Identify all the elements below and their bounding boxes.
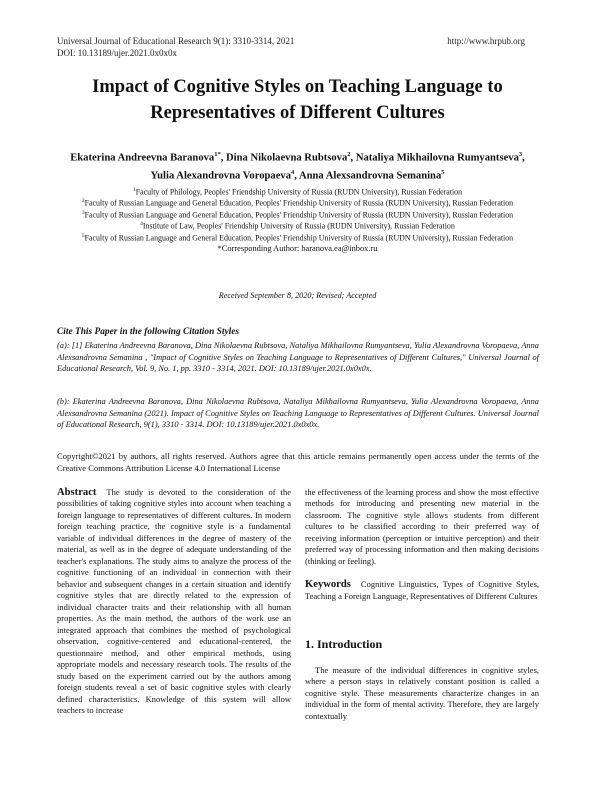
citation-heading: Cite This Paper in the following Citation Styles [57, 327, 240, 337]
author-list: Ekaterina Andreevna Baranova$^{1*}$, Dina Nikolaevna Rubtsova$^2$, Nataliya Mikhailovna Rumyantseva$^3$, Yulia Alexandrovna Voropaeva$^4$, Anna Alexsandrovna Semanina$^5$ [70, 151, 525, 182]
left-column [57, 487, 291, 717]
author-name: Dina Nikolaevna Rubtsova [226, 152, 348, 164]
abstract-label: Abstract [57, 487, 97, 498]
author-superscript: 5 [441, 168, 445, 176]
abstract-paragraph [57, 487, 291, 717]
author-name: Nataliya Mikhailovna Rumyantseva [355, 152, 519, 164]
author-name: Yulia Alexandrovna Voropaeva [150, 170, 291, 182]
affiliation-superscript: 3 [81, 209, 85, 216]
affiliation-superscript: 2 [81, 198, 85, 205]
author-name: Ekaterina Andreevna Baranova [70, 152, 215, 164]
author-superscript: 2 [347, 151, 351, 158]
author-superscript: 3 [518, 151, 523, 158]
affiliation: $^2$Faculty of Russian Language and General Education, Peoples' Friendship University of Russia (RUDN University), Russian Federation [81, 198, 514, 209]
affiliation-superscript: 1 [132, 187, 136, 193]
author-superscript: 4 [291, 168, 295, 176]
affiliation: $^5$Faculty of Russian Language and General Education, Peoples' Friendship University of Russia (RUDN University), Russian Federation [81, 232, 514, 243]
introduction-text: The measure of the individual differences in cognitive styles, where a person stays in relatively constant position is called a cognitive style. These measurements characterize changes in an individual in the form of mental activity. Therefore, they are largely contextually [305, 664, 539, 721]
author-superscript: 1* [214, 151, 221, 158]
received-dates: Received September 8, 2020; Revised; Accepted [218, 291, 377, 300]
journal-doi: DOI: 10.13189/ujer.2021.0x0x0x [57, 47, 177, 58]
citation-style-a: (a): [1] Ekaterina Andreevna Baranova, Dina Nikolaevna Rubtsova, Nataliya Mikhailovna Rumyantseva, Yulia Alexandrovna Voropaeva, Anna Alexsandrovna Semanina , "Impact of Cognitive Styles on Teaching Language to Representatives of Different Cultures," Universal Journal of Educational Research, Vol. 9, No. 1, pp. 3310 - 3314, 2021. DOI: 10.13189/ujer.2021.0x0x0x. [57, 341, 539, 374]
affiliation-list [66, 186, 529, 254]
corresponding-author: *Corresponding Author: baranova.ea@inbox.ru [217, 244, 378, 254]
affiliation: $^1$Faculty of Philology, Peoples' Friendship University of Russia (RUDN University), Russian Federation [132, 187, 463, 197]
introduction-heading: 1. Introduction [305, 637, 383, 652]
affiliation: $^4$Institute of Law, Peoples' Friendship University of Russia (RUDN University), Russian Federation [140, 221, 455, 231]
journal-url[interactable]: http://www.hrpub.org [447, 36, 525, 46]
abstract-continued: the effectiveness of the learning process and show the most effective methods for introducing and presenting new material in the classroom. The cognitive style allows students from different cultures to be classified according to their preferred way of receiving information (perception or intuitive perception) and their preferred way of processing information and then making decisions (thinking or feeling). [305, 487, 539, 566]
affiliation: $^3$Faculty of Russian Language and General Education, Peoples' Friendship University of Russia (RUDN University), Russian Federation [81, 209, 514, 220]
right-column [305, 487, 539, 722]
keywords-text: Cognitive Linguistics, Types of Cognitive Styles, Teaching a Foreign Language, Representatives of Different Cultures [305, 579, 539, 601]
affiliation-superscript: 4 [140, 221, 143, 228]
citation-style-b: (b): Ekaterina Andreevna Baranova, Dina Nikolaevna Rubtsova, Nataliya Mikhailovna Rumyantseva, Yulia Alexandrovna Voropaeva, Anna Alexsandrovna Semanina (2021). Impact of Cognitive Styles on Teaching Language to Representatives of Different Cultures. Universal Journal of Educational Research, 9(1), 3310 - 3314. DOI: 10.13189/ujer.2021.0x0x0x. [57, 397, 539, 430]
author-name: Anna Alexsandrovna Semanina [298, 170, 442, 182]
keywords-label: Keywords [305, 579, 351, 591]
abstract-text: The study is devoted to the consideration of the possibilities of taking cognitive styles into account when teaching a foreign language to representatives of different cultures. In modern foreign teaching practice, the cognitive style is a fundamental variable of individual differences in the degree of mastery of the material, as well as in the degree of adequate understanding of the teacher's explanations. The study aims to analyze the process of the cognitive functioning of an individual in connection with their behavior and subsequent changes in a certain situation and identify cognitive styles that are directly related to the expression of individual character traits and their relationship with all human properties. As the main method, the authors of the work use an integrated approach that combines the method of psychological observation, cognitive-centered and educational-centered, the questionnaire method, and other empirical methods, using appropriate models and necessary research tools. The results of the study based on the experiment carried out by the authors among foreign students reveal a set of basic cognitive styles with clearly defined characteristics. Knowledge of this system will allow teachers to increase [57, 487, 291, 716]
copyright-notice: Copyright©2021 by authors, all rights reserved. Authors agree that this article remains permanently open access under the terms of the Creative Commons Attribution License 4.0 International License [57, 451, 539, 473]
affiliation-superscript: 5 [81, 232, 85, 239]
running-header [57, 36, 294, 59]
journal-citation: Universal Journal of Educational Research 9(1): 3310-3314, 2021 [57, 36, 295, 46]
paper-title: Impact of Cognitive Styles on Teaching Language to Representatives of Different Cultures [92, 77, 503, 123]
keywords-paragraph [305, 579, 539, 602]
